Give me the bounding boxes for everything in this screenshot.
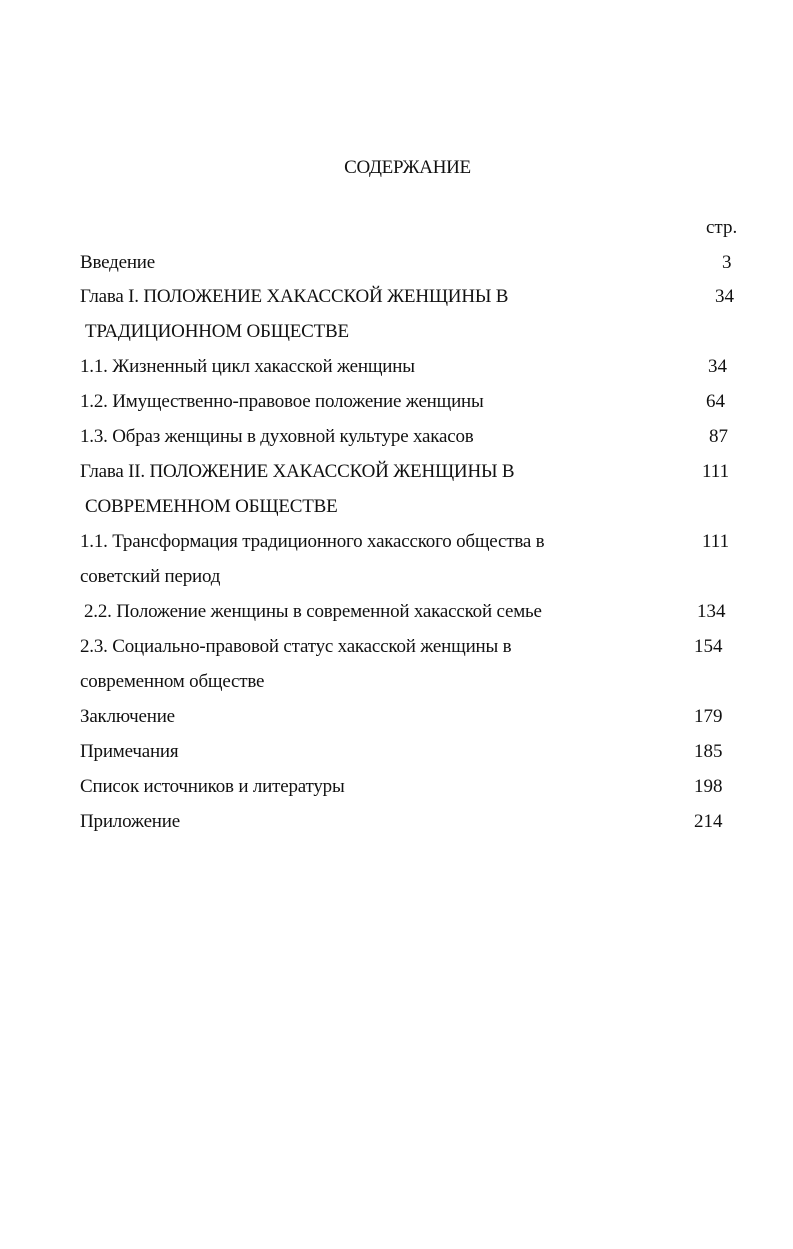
toc-page-appendix: 214: [694, 811, 723, 832]
toc-entry-references: Список источников и литературы: [80, 776, 345, 797]
toc-page-introduction: 3: [722, 252, 732, 273]
toc-page-2-2: 134: [697, 601, 726, 622]
toc-entry-1-1: 1.1. Жизненный цикл хакасской женщины: [80, 356, 415, 377]
toc-page-2-3: 154: [694, 636, 723, 657]
toc-page-1-2: 64: [706, 391, 725, 412]
toc-entry-chapter-1: Глава I. ПОЛОЖЕНИЕ ХАКАССКОЙ ЖЕНЩИНЫ В: [80, 286, 509, 307]
toc-page-2-1: 111: [702, 531, 730, 552]
toc-entry-2-1-cont: советский период: [80, 566, 221, 587]
toc-page-conclusion: 179: [694, 706, 723, 727]
toc-entry-2-3: 2.3. Социально-правовой статус хакасской женщины в: [80, 636, 512, 657]
toc-page-1-1: 34: [708, 356, 727, 377]
page-title: СОДЕРЖАНИЕ: [344, 157, 471, 178]
toc-entry-1-2: 1.2. Имущественно-правовое положение женщины: [80, 391, 484, 412]
toc-page-chapter-1: 34: [715, 286, 734, 307]
toc-entry-1-3: 1.3. Образ женщины в духовной культуре хакасов: [80, 426, 474, 447]
toc-page-chapter-2: 111: [702, 461, 730, 482]
toc-page-1-3: 87: [709, 426, 728, 447]
toc-entry-conclusion: Заключение: [80, 706, 175, 727]
toc-page-notes: 185: [694, 741, 723, 762]
toc-entry-chapter-1-cont: ТРАДИЦИОННОМ ОБЩЕСТВЕ: [85, 321, 349, 342]
toc-entry-appendix: Приложение: [80, 811, 180, 832]
toc-entry-chapter-2: Глава II. ПОЛОЖЕНИЕ ХАКАССКОЙ ЖЕНЩИНЫ В: [80, 461, 515, 482]
toc-entry-notes: Примечания: [80, 741, 179, 762]
toc-page-references: 198: [694, 776, 723, 797]
toc-entry-introduction: Введение: [80, 252, 155, 273]
toc-entry-chapter-2-cont: СОВРЕМЕННОМ ОБЩЕСТВЕ: [85, 496, 338, 517]
toc-entry-2-2: 2.2. Положение женщины в современной хакасской семье: [84, 601, 542, 622]
toc-entry-2-1: 1.1. Трансформация традиционного хакасского общества в: [80, 531, 545, 552]
page-column-label: стр.: [706, 217, 738, 238]
toc-entry-2-3-cont: современном обществе: [80, 671, 265, 692]
